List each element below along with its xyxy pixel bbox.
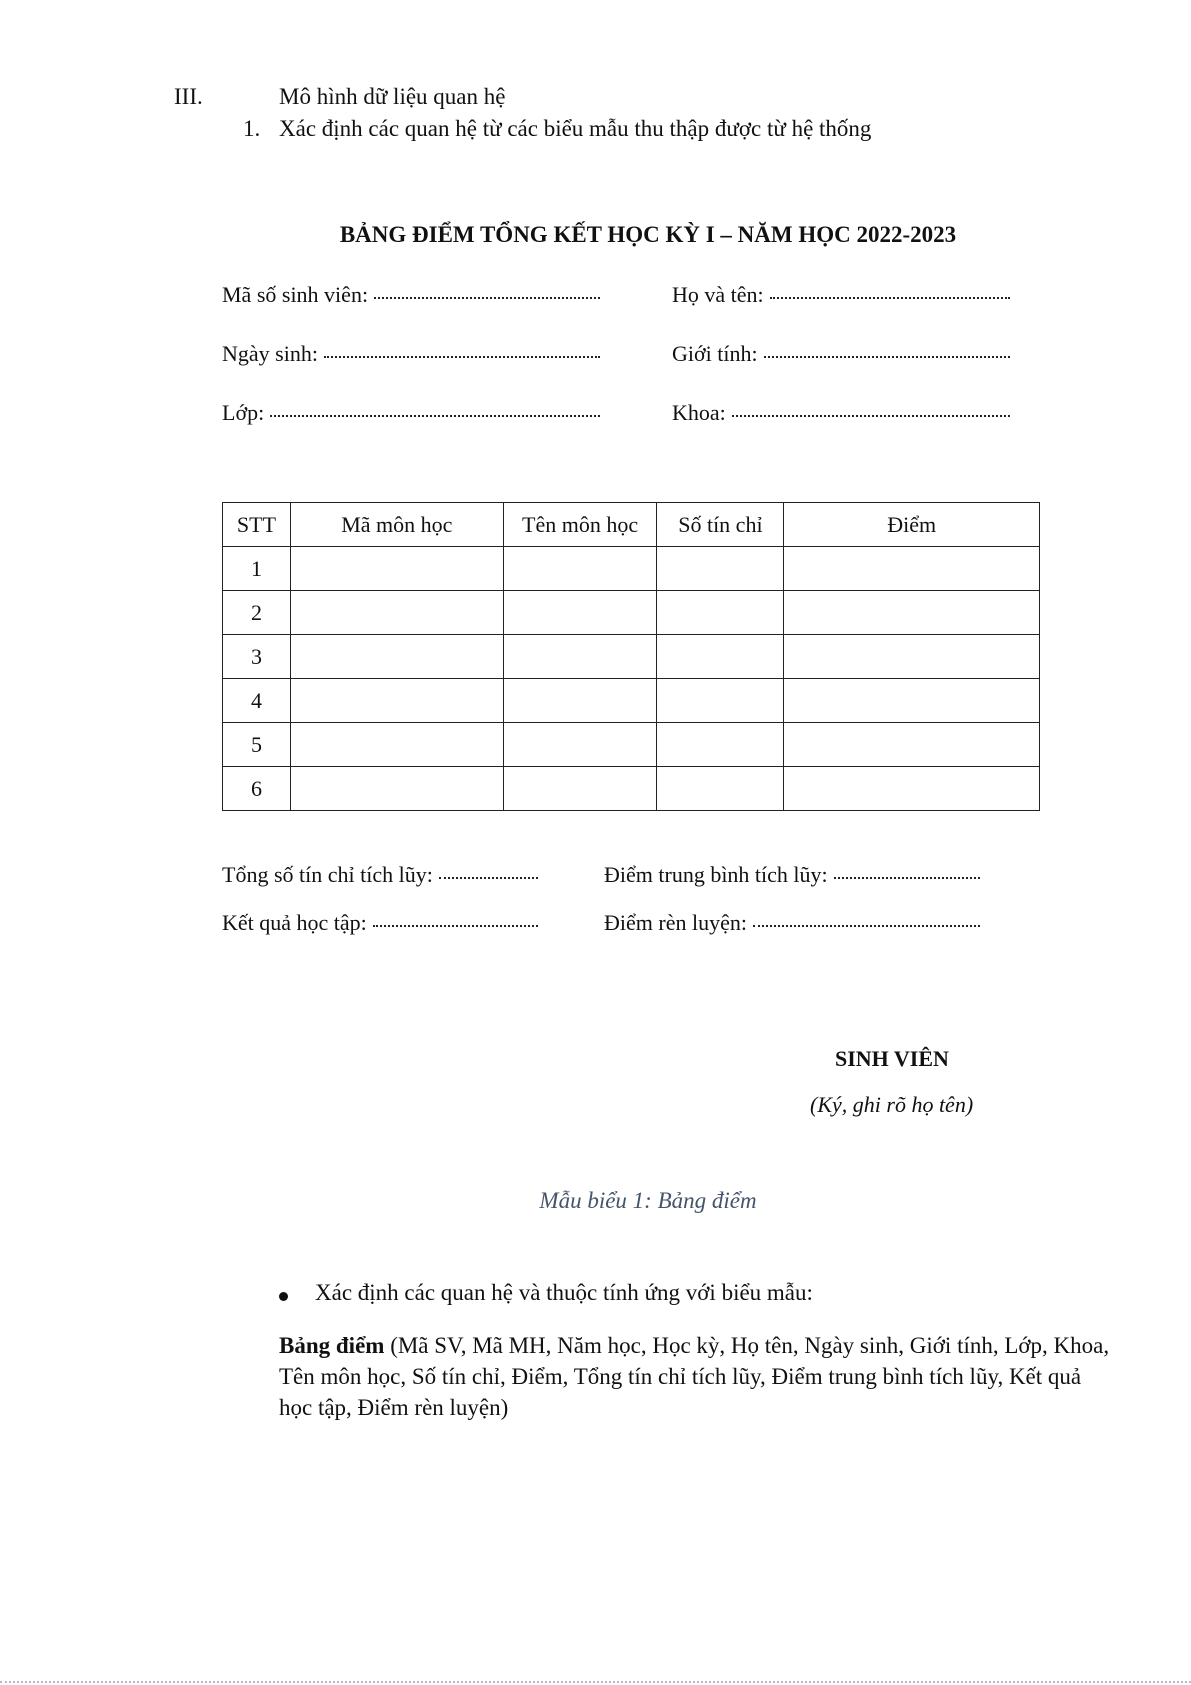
header-stt: STT [223, 503, 291, 547]
subsection-title: Xác định các quan hệ từ các biểu mẫu thu thập được từ hệ thống [279, 116, 872, 141]
field-dob-label: Ngày sinh: [222, 341, 318, 366]
field-gpa [604, 862, 980, 888]
header-subject-name: Tên môn học [503, 503, 657, 547]
field-total-credits-label: Tổng số tín chỉ tích lũy: [222, 862, 433, 887]
table-row [223, 591, 1040, 635]
cell-credits [657, 679, 784, 723]
dotted-line [834, 877, 980, 879]
field-full-name [672, 282, 1010, 308]
field-full-name-label: Họ và tên: [672, 282, 764, 307]
field-gender [672, 341, 1010, 367]
field-conduct [604, 910, 980, 936]
dotted-line [270, 415, 600, 417]
table-row [223, 723, 1040, 767]
figure-caption: Mẫu biểu 1: Bảng điểm [539, 1188, 757, 1213]
cell-subject-name [503, 547, 657, 591]
cell-score [784, 723, 1040, 767]
bullet-icon [279, 1292, 288, 1301]
cell-subject-name [503, 767, 657, 811]
field-student-id-label: Mã số sinh viên: [222, 282, 369, 307]
row-number: 6 [223, 767, 291, 811]
cell-subject-code [290, 723, 503, 767]
field-total-credits [222, 862, 538, 888]
cell-score [784, 591, 1040, 635]
cell-subject-name [503, 635, 657, 679]
table-row [223, 679, 1040, 723]
row-number: 1 [223, 547, 291, 591]
field-class-label: Lớp: [222, 400, 265, 425]
field-class [222, 400, 600, 426]
page-footer-divider [0, 1681, 1191, 1683]
cell-subject-code [290, 767, 503, 811]
row-number: 4 [223, 679, 291, 723]
cell-score [784, 547, 1040, 591]
cell-subject-code [290, 591, 503, 635]
cell-score [784, 679, 1040, 723]
table-row [223, 767, 1040, 811]
header-credits: Số tín chỉ [657, 503, 784, 547]
field-conduct-label: Điểm rèn luyện: [604, 910, 747, 935]
header-score: Điểm [784, 503, 1040, 547]
header-subject-code: Mã môn học [290, 503, 503, 547]
subsection-number: 1. [243, 116, 261, 141]
field-faculty [672, 400, 1010, 426]
dotted-line [373, 925, 538, 927]
dotted-line [324, 356, 600, 358]
field-faculty-label: Khoa: [672, 400, 726, 425]
relation-definition [279, 1330, 1114, 1423]
section-title: Mô hình dữ liệu quan hệ [279, 84, 506, 109]
cell-credits [657, 547, 784, 591]
signature-note: (Ký, ghi rõ họ tên) [810, 1092, 974, 1117]
cell-score [784, 767, 1040, 811]
table-row [223, 547, 1040, 591]
bullet-text: Xác định các quan hệ và thuộc tính ứng với biểu mẫu: [315, 1280, 813, 1305]
relation-name: Bảng điểm [279, 1333, 385, 1358]
table-row [223, 635, 1040, 679]
cell-subject-code [290, 679, 503, 723]
row-number: 2 [223, 591, 291, 635]
cell-subject-code [290, 635, 503, 679]
cell-subject-name [503, 679, 657, 723]
dotted-line [770, 297, 1010, 299]
field-dob [222, 341, 600, 367]
cell-subject-code [290, 547, 503, 591]
relation-attributes: (Mã SV, Mã MH, Năm học, Học kỳ, Họ tên, Ngày sinh, Giới tính, Lớp, Khoa, Tên môn học, Số tín chỉ, Điểm, Tổng tín chỉ tích lũy, Điểm trung bình tích lũy, Kết quả học tập, Điểm rèn luyện) [279, 1333, 1110, 1420]
dotted-line [374, 297, 600, 299]
cell-credits [657, 635, 784, 679]
field-student-id [222, 282, 600, 308]
dotted-line [764, 356, 1010, 358]
cell-credits [657, 767, 784, 811]
cell-subject-name [503, 723, 657, 767]
cell-credits [657, 591, 784, 635]
field-gpa-label: Điểm trung bình tích lũy: [604, 862, 828, 887]
field-gender-label: Giới tính: [672, 341, 758, 366]
field-result [222, 910, 538, 936]
dotted-line [439, 877, 538, 879]
cell-subject-name [503, 591, 657, 635]
cell-score [784, 635, 1040, 679]
field-result-label: Kết quả học tập: [222, 910, 367, 935]
signature-title: SINH VIÊN [835, 1046, 949, 1071]
section-number: III. [174, 84, 203, 109]
form-title: BẢNG ĐIỂM TỔNG KẾT HỌC KỲ I – NĂM HỌC 2022-2023 [339, 222, 957, 247]
row-number: 5 [223, 723, 291, 767]
grades-table [222, 502, 1040, 811]
cell-credits [657, 723, 784, 767]
dotted-line [732, 415, 1010, 417]
row-number: 3 [223, 635, 291, 679]
dotted-line [753, 925, 980, 927]
table-header-row [223, 503, 1040, 547]
